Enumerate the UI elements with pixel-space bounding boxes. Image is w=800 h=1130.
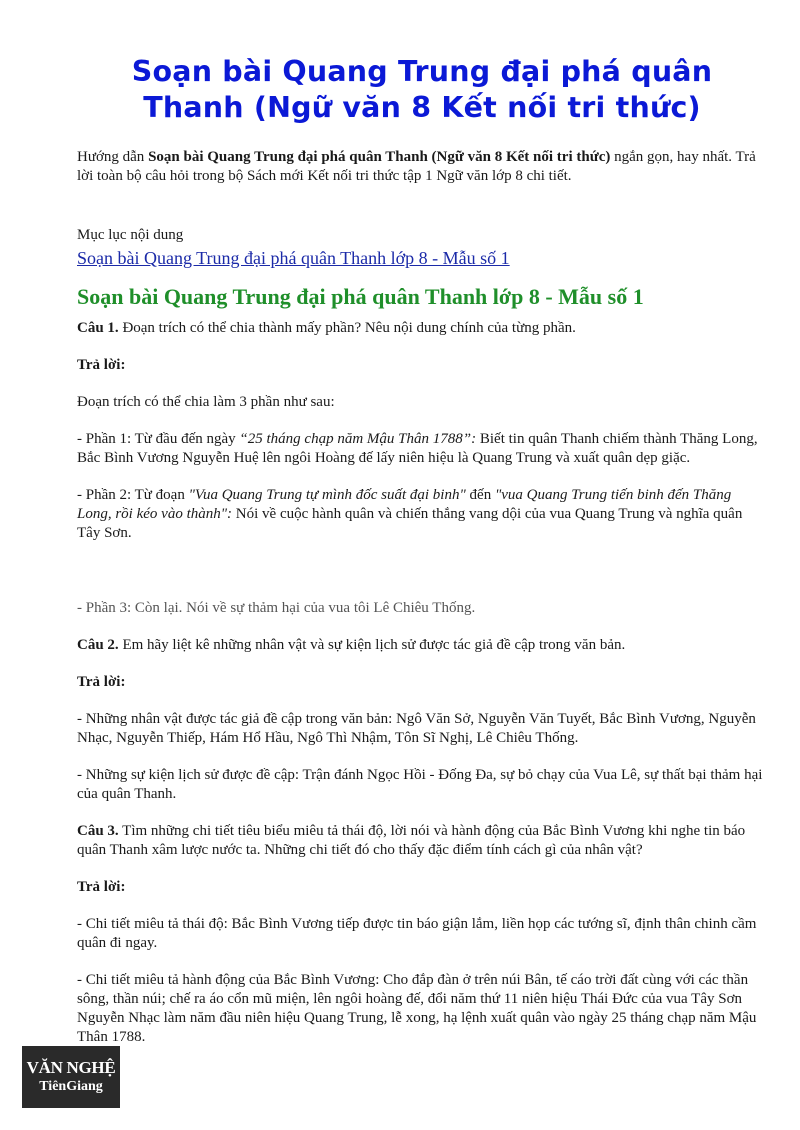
- logo-line-2: TiênGiang: [39, 1079, 103, 1094]
- logo-line-1: VĂN NGHỆ: [26, 1058, 116, 1077]
- intro-paragraph: [77, 148, 767, 186]
- intro-suffix: ngắn gọn, hay nhất. Trả lời toàn bộ câu hỏi trong bộ Sách mới Kết nối tri thức tập 1 Ngữ văn lớp 8 chi tiết.: [77, 149, 756, 184]
- answer-label: Trả lời:: [77, 674, 126, 690]
- intro-bold: Soạn bài Quang Trung đại phá quân Thanh (Ngữ văn 8 Kết nối tri thức): [148, 149, 611, 165]
- answer-part-2: - Phần 2: Từ đoạn "Vua Quang Trung tự mình đốc suất đại binh" đến "vua Quang Trung tiến binh đến Thăng Long, rồi kéo vào thành": Nói về cuộc hành quân và chiến thắng vang dội của vua Quang Trung và nghĩa quân Tây Sơn.: [77, 487, 743, 541]
- answer-label: Trả lời:: [77, 879, 126, 895]
- toc-label: Mục lục nội dung: [77, 227, 184, 243]
- answer-part-1: - Phần 1: Từ đầu đến ngày “25 tháng chạp năm Mậu Thân 1788”: Biết tin quân Thanh chiếm thành Thăng Long, Bắc Bình Vương Nguyễn Huệ lên ngôi Hoàng đế lấy niên hiệu là Quang Trung và xuất quân dẹp giặc.: [77, 431, 758, 466]
- page-title: Soạn bài Quang Trung đại phá quân Thanh (Ngữ văn 8 Kết nối tri thức): [131, 55, 713, 124]
- answer-part-3: - Phần 3: Còn lại. Nói về sự thảm hại của vua tôi Lê Chiêu Thống.: [77, 600, 476, 616]
- intro-prefix: Hướng dẫn: [77, 149, 149, 165]
- document-page: [77, 54, 767, 1065]
- toc-link[interactable]: Soạn bài Quang Trung đại phá quân Thanh lớp 8 - Mẫu số 1: [77, 248, 510, 268]
- answer-line: - Chi tiết miêu tả thái độ: Bắc Bình Vương tiếp được tin báo giận lắm, liền họp các tướng sĩ, định thân chinh cầm quân đi ngay.: [77, 916, 757, 951]
- question-1: [77, 319, 767, 338]
- site-logo: [22, 1046, 120, 1108]
- answer-line: - Những sự kiện lịch sử được đề cập: Trận đánh Ngọc Hồi - Đống Đa, sự bỏ chạy của Vua Lê, sự thất bại thảm hại của quân Thanh.: [77, 767, 763, 802]
- question-3: [77, 822, 767, 860]
- question-number: Câu 3.: [77, 823, 119, 839]
- section-heading: Soạn bài Quang Trung đại phá quân Thanh lớp 8 - Mẫu số 1: [77, 284, 644, 309]
- question-number: Câu 2.: [77, 637, 119, 653]
- question-text: Em hãy liệt kê những nhân vật và sự kiện lịch sử được tác giả đề cập trong văn bản.: [118, 637, 626, 653]
- answer-line: - Chi tiết miêu tả hành động của Bắc Bình Vương: Cho đắp đàn ở trên núi Bân, tế cáo trời đất cùng với các thần sông, thần núi; chế ra áo cổn mũ miện, lên ngôi hoàng đế, đổi năm thứ 11 niên hiệu Thái Đức của vua Tây Sơn Nguyễn Nhạc làm năm đầu niên hiệu Quang Trung, lễ xong, hạ lệnh xuất quân vào ngày 25 tháng chạp năm Mậu Thân 1788.: [77, 972, 757, 1045]
- answer-line: Đoạn trích có thể chia làm 3 phần như sau:: [77, 394, 335, 410]
- question-number: Câu 1.: [77, 320, 119, 336]
- question-text: Đoạn trích có thể chia thành mấy phần? Nêu nội dung chính của từng phần.: [118, 320, 576, 336]
- question-2: [77, 636, 767, 655]
- answer-label: Trả lời:: [77, 357, 126, 373]
- answer-line: - Những nhân vật được tác giả đề cập trong văn bản: Ngô Văn Sở, Nguyễn Văn Tuyết, Bắc Bình Vương, Nguyễn Nhạc, Nguyễn Thiếp, Hám Hổ Hầu, Ngô Thì Nhậm, Tôn Sĩ Nghị, Lê Chiêu Thống.: [77, 711, 756, 746]
- question-text: Tìm những chi tiết tiêu biểu miêu tả thái độ, lời nói và hành động của Bắc Bình Vương khi nghe tin báo quân Thanh xâm lược nước ta. Những chi tiết đó cho thấy đặc điểm tính cách gì của nhân vật?: [77, 823, 746, 858]
